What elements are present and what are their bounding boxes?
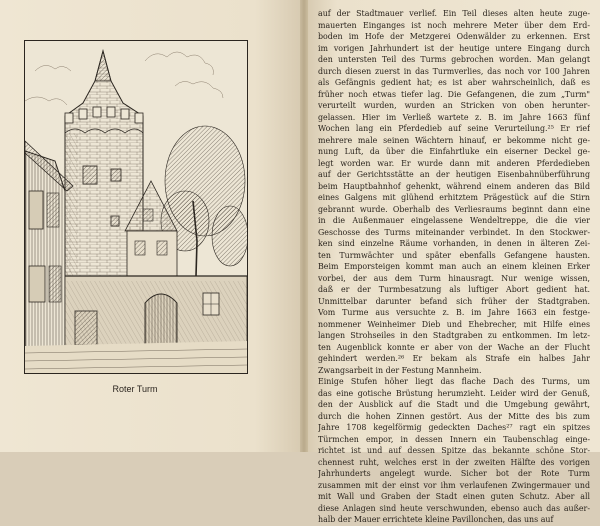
tower-illustration — [24, 40, 248, 374]
text-line: verurteilt wurden, wurden an Stricken von oben herunter- — [318, 101, 590, 110]
text-line: halb der Mauer errichtete kleine Pavillonchen, das uns auf — [318, 515, 554, 524]
right-page — [308, 0, 600, 524]
text-line: Vom Turme aus versuchte z. B. im Jahre 1663 ein festge- — [318, 308, 590, 317]
text-line: auf der Stadtmauer verlief. Ein Teil dieses alten heute zuge- — [318, 9, 590, 18]
body-text — [318, 8, 590, 526]
text-line: mauerten Einganges ist noch mehrere Meter über dem Erd- — [318, 20, 590, 30]
text-line: im vorigen Jahrhundert ist der heutige untere Eingang durch — [318, 43, 590, 53]
text-line: richtet ist und auf dessen Spitze das bekannte schöne Stor- — [318, 446, 590, 455]
text-line: nung Luft, da über die Einfahrtluke ein eiserner Deckel ge- — [318, 147, 590, 156]
text-line: den untersten Teil des Turms gebrochen worden. Man gelangt — [318, 55, 590, 64]
text-line: Türmchen empor, in dessen Innern ein Taubenschlag einge- — [318, 434, 590, 444]
text-line: nommener Weinheimer Dieb und Ehebrecher, mit Hilfe eines — [318, 319, 590, 329]
text-line: zusammen mit der einst vor ihm verlaufenen Zwingermauer und — [318, 480, 590, 490]
text-line: mit Wall und Graben der Stadt einen guten Schutz. Aber all — [318, 492, 590, 501]
text-line: als Gefängnis gedient hat; es ist aber wahrscheinlich, daß es — [318, 78, 590, 87]
text-line: diese Anlagen sind heute verschwunden, ebenso auch das außer- — [318, 503, 590, 513]
text-line: durch diesen zuerst in das Turmverlies, das noch vor 100 Jahren — [318, 66, 590, 76]
text-line: Beim Emporsteigen kommt man auch an einem kleinen Erker — [318, 262, 590, 271]
text-line: langen Strohseiles in den Stadtgraben zu entkommen. Im letz- — [318, 331, 590, 340]
text-line: gebrannt wurde. Oberhalb des Verliesraums beginnt dann eine — [318, 204, 590, 214]
text-line: mehrere male seinen Wächtern hinauf, er bekomme nicht ge- — [318, 135, 590, 145]
text-line: Jahre 1708 kegelförmig gedeckten Daches²⁷ ragt ein spitzes — [318, 423, 590, 432]
text-line: daß er der Turmbesatzung als luftiger Abort gedient hat. — [318, 285, 590, 294]
text-line: durch die hohen Zinnen gestört. Aus der Mitte des bis zum — [318, 411, 590, 421]
text-line: Jahrhunderts angelegt wurde. Sicher bot der Rote Turm — [318, 469, 590, 478]
text-line: beim Hauptbahnhof gehenkt, während einem anderen das Bild — [318, 181, 590, 191]
illustration-caption: Roter Turm — [112, 384, 158, 394]
text-line: chennest ruht, welches erst in der zweiten Hälfte des vorigen — [318, 457, 590, 467]
text-line: gelassen. Hier im Verließ wartete z. B. im Jahre 1663 fünf — [318, 112, 590, 122]
text-line: ten Turmwächter und später ebenfalls Gefangene hausten. — [318, 250, 590, 260]
text-line: den der Ausblick auf die Stadt und die Umgebung gewährt, — [318, 400, 590, 409]
text-line: legt worden war. Er wurde dann mit anderen Pferdedieben — [318, 158, 590, 168]
text-line: gehindert werden.²⁶ Er bekam als Strafe ein halbes Jahr — [318, 354, 590, 363]
left-page — [0, 0, 300, 452]
book-gutter — [300, 0, 308, 452]
text-line: Unmittelbar darunter befand sich früher der Stadtgraben. — [318, 296, 590, 306]
text-line: auf der Gerichtsstätte an der heutigen Eisenbahnüberführung — [318, 170, 590, 179]
text-line: boden im Hofe der Metzgerei Odenwälder zu erkennen. Erst — [318, 32, 590, 41]
text-line: Einige Stufen höher liegt das flache Dach des Turms, um — [318, 377, 590, 386]
text-line: vorbei, der aus dem Turm hinausragt. Nur wenige wissen, — [318, 273, 590, 283]
text-line: früher noch etwas tiefer lag. Die Gefangenen, die zum „Turm" — [318, 89, 590, 99]
text-line: Geschosse des Turms miteinander verbindet. In den Stockwer- — [318, 227, 590, 237]
text-line: das eine gotische Brüstung herumzieht. Leider wird der Genuß, — [318, 388, 590, 398]
text-line: eines Galgens mit glühend erhitztem Prägestück auf die Stirn — [318, 193, 590, 202]
text-line: in die Außenmauer eingelassene Wendeltreppe, die die vier — [318, 216, 590, 225]
text-line: Wochen lang ein Pferdedieb auf seine Verurteilung.²⁵ Er rief — [318, 124, 590, 133]
text-line: Zwangsarbeit in der Festung Mannheim. — [318, 365, 482, 375]
text-line: ken sind einzelne Räume vorhanden, in denen in älteren Zei- — [318, 239, 590, 248]
text-line: ten Augenblick konnte er aber von der Wache an der Flucht — [318, 342, 590, 352]
